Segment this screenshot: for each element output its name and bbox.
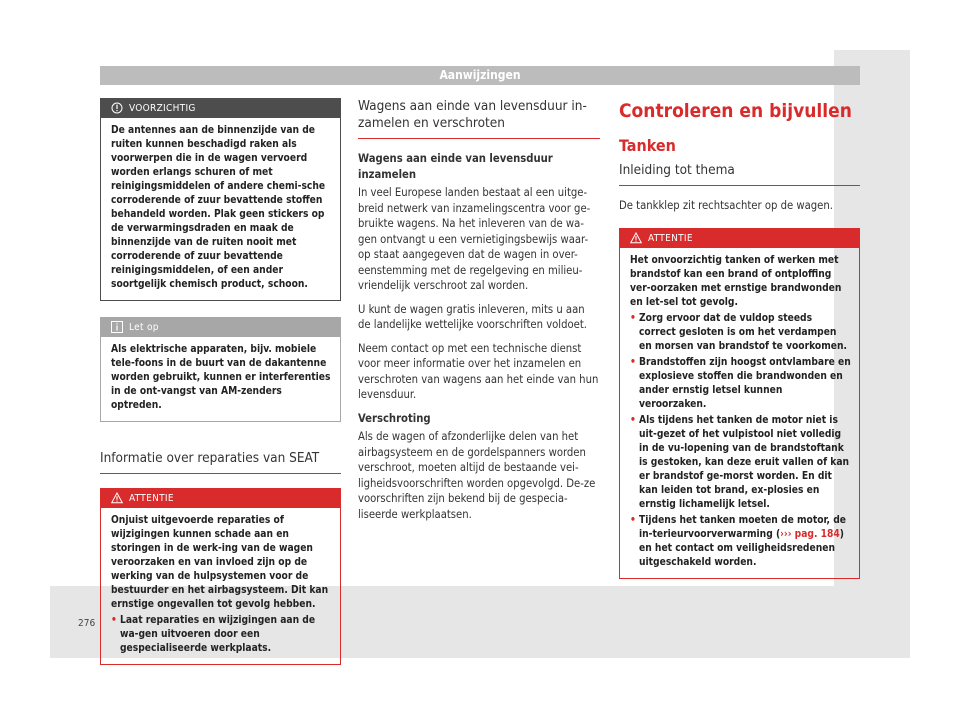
recycling-paragraph-2: U kunt de wagen gratis inleveren, mits u aan de landelijke wettelijke voorschriften voldoet. <box>358 302 587 331</box>
fuel-attention-bullet: • Zorg ervoor dat de vuldop steeds correct gesloten is om het verdampen en morsen van brandstof te voorkomen. <box>630 312 851 354</box>
warning-triangle-icon <box>630 232 642 244</box>
chapter-title: Controleren en bijvullen <box>619 100 852 122</box>
fuel-intro: De tankklep zit rechtsachter op de wagen. <box>619 199 833 212</box>
repair-attention-bullet: • Laat reparaties en wijzigingen aan de wa-gen uitvoeren door een gespecialiseerde werkplaats. <box>111 614 332 656</box>
note-text: Als elektrische apparaten, bijv. mobiele tele-foons in de buurt van de dakantenne worden gebruikt, kunnen er interferenties in de ont-vangst van AM-zenders optreden. <box>111 344 331 411</box>
chapter-header: Aanwijzingen <box>100 66 860 85</box>
warning-label: VOORZICHTIG <box>129 103 196 114</box>
column-3 <box>619 100 860 579</box>
note-text-body <box>101 337 340 421</box>
recycling-paragraph-3: Neem contact op met een technische dienst voor meer informatie over het inzamelen en verschroten van wagens aan het einde van hun levensduur. <box>358 341 599 401</box>
subsection-title: Inleiding tot thema <box>619 162 860 186</box>
repair-section-title: Informatie over reparaties van SEAT <box>100 450 341 474</box>
bullet-text-pre: Tijdens het tanken moeten de motor, de in-terieurvoorverwarming ( <box>639 514 846 540</box>
note-label: Let op <box>129 322 159 333</box>
fuel-attention-bullet <box>630 514 851 570</box>
fuel-attention-bullet: • Als tijdens het tanken de motor niet is uit-gezet of het vulpistool niet volledig in de vu-lopening van de brandstoftank is gestoken, kan deze eruit vallen of kan er brandstof ge-morst worden. En dit kan leiden tot brand, ex-plosies en ernstig lichamelijk letsel. <box>630 414 851 512</box>
recycling-paragraph-1: In veel Europese landen bestaat al een uitge-breid netwerk van inzamelingscentra voor ge-bruikte wagens. Na het inleveren van de wa-gen ontvangt u een vernietigingsbewijs waar-op staat aangegeven dat de wagen in over-eenstemming met de regelgeving en milieu-vriendelijk verschroot zal worden. <box>358 186 591 292</box>
column-1 <box>100 98 341 665</box>
note-box <box>100 317 341 422</box>
page-reference-link[interactable]: ››› pag. 184 <box>780 528 840 540</box>
recycling-body <box>358 151 600 522</box>
repair-attention-box <box>100 488 341 665</box>
bullet-text-post: ) en het contact om veiligheidsredenen uitgeschakeld worden. <box>639 528 844 568</box>
warning-box <box>100 98 341 301</box>
fuel-attention-box <box>619 228 860 579</box>
column-2 <box>358 98 600 530</box>
warning-triangle-icon <box>111 492 123 504</box>
warning-bar <box>101 99 340 118</box>
fuel-attention-text: Het onvoorzichtig tanken of werken met brandstof kan een brand of ontploffing ver-oorzaken met ernstige brandwonden en let-sel tot gevolg. <box>630 254 842 308</box>
repair-attention-text: Onjuist uitgevoerde reparaties of wijzigingen kunnen schade aan en storingen in de werk-ing van de wagen veroorzaken en van invloed zijn op de werking van de hulpsystemen voor de bestuurder en het airbagsysteem. Dit kan ernstige ongevallen tot gevolg hebben. <box>111 515 329 610</box>
fuel-attention-label: ATTENTIE <box>648 232 693 244</box>
repair-attention-bar <box>101 489 340 508</box>
repair-attention-body <box>101 508 340 664</box>
scrapping-subheading: Verschroting <box>358 411 431 425</box>
scrapping-paragraph: Als de wagen of afzonderlijke delen van het airbagsysteem en de gordelspanners worden verschroot, moeten altijd de bestaande vei-ligheidsvoorschriften worden opgevolgd. De-ze voorschriften zijn bekend bij de gespecia-liseerde werkplaatsen. <box>358 430 596 521</box>
fuel-attention-body <box>620 248 859 578</box>
fuel-attention-bar <box>620 229 859 248</box>
info-icon <box>111 321 123 333</box>
fuel-attention-bullet: • Brandstoffen zijn hoogst ontvlambare en explosieve stoffen die brandwonden en ander ernstig letsel kunnen veroorzaken. <box>630 356 851 412</box>
page-number: 276 <box>78 618 96 629</box>
warning-text: De antennes aan de binnenzijde van de ruiten kunnen beschadigd raken als voorwerpen die in de wagen vervoerd worden erlangs schuren of met reinigingsmiddelen of andere chemi-sche corroderende of zuur bevattende stoffen behandeld worden. Plak geen stickers op de verwarmingsdraden en maak de binnenzijde van de ruiten nooit met corroderende of zuur bevattende reinigingsmiddelen, of een ander soortgelijk chemisch product, schoon. <box>111 125 326 290</box>
recycling-section-title: Wagens aan einde van levensduur in-zamelen en verschroten <box>358 98 600 139</box>
note-bar <box>101 318 340 337</box>
section-title-tanken: Tanken <box>619 136 676 155</box>
info-circle-icon <box>111 102 123 114</box>
recycling-subheading: Wagens aan einde van levensduur inzamelen <box>358 152 553 181</box>
repair-attention-label: ATTENTIE <box>129 493 174 504</box>
warning-text-body <box>101 118 340 300</box>
